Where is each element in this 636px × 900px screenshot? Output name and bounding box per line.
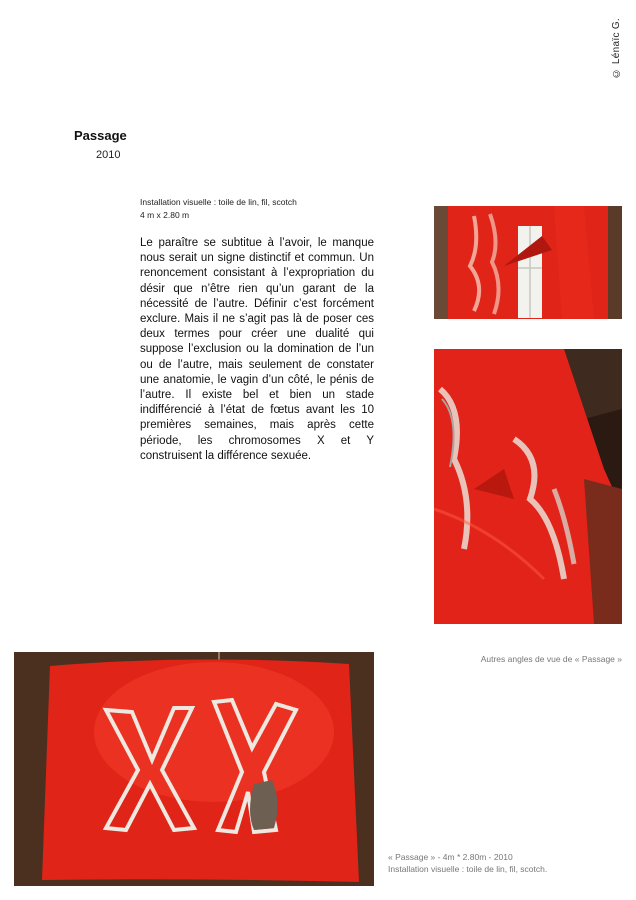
photo-credit: © Lénaïc G. [611,18,622,79]
other-views-caption: Autres angles de vue de « Passage » [480,654,622,664]
photo-installation-full [14,652,374,886]
installation-caption-line1: « Passage » - 4m * 2.80m - 2010 [388,852,513,862]
installation-caption-line2: Installation visuelle : toile de lin, fil, scotch. [388,863,548,874]
installation-caption [388,852,547,875]
photo-detail-folds [434,349,622,624]
photo-detail-window [434,206,622,319]
artwork-medium: Installation visuelle : toile de lin, fil, scotch [140,197,297,207]
artwork-description: Le paraître se subtitue à l’avoir, le manque nous serait un signe distinctif et commun. Un renoncement consistant à l’expropriation du désir que n’être rien qu’un garant de la nécessité de l’autre. Définir c’est forcément exclure. Mais il ne s’agit pas là de poser ces deux termes pour créer une dualité qui suppose l’exclusion ou la domination de l’un ou de l’autre, mais seulement de constater une anatomie, le vagin d’un côté, le pénis de l’autre. Il existe bel et bien un stade indifférencié à l’état de fœtus avant les 10 premières semaines, mais après cette période, les chromosomes X et Y construisent la différence sexuée. [140,237,374,462]
page-year: 2010 [96,149,121,161]
page-title: Passage [74,128,127,143]
artwork-meta [140,196,297,222]
artwork-dimensions: 4 m x 2.80 m [140,210,190,220]
